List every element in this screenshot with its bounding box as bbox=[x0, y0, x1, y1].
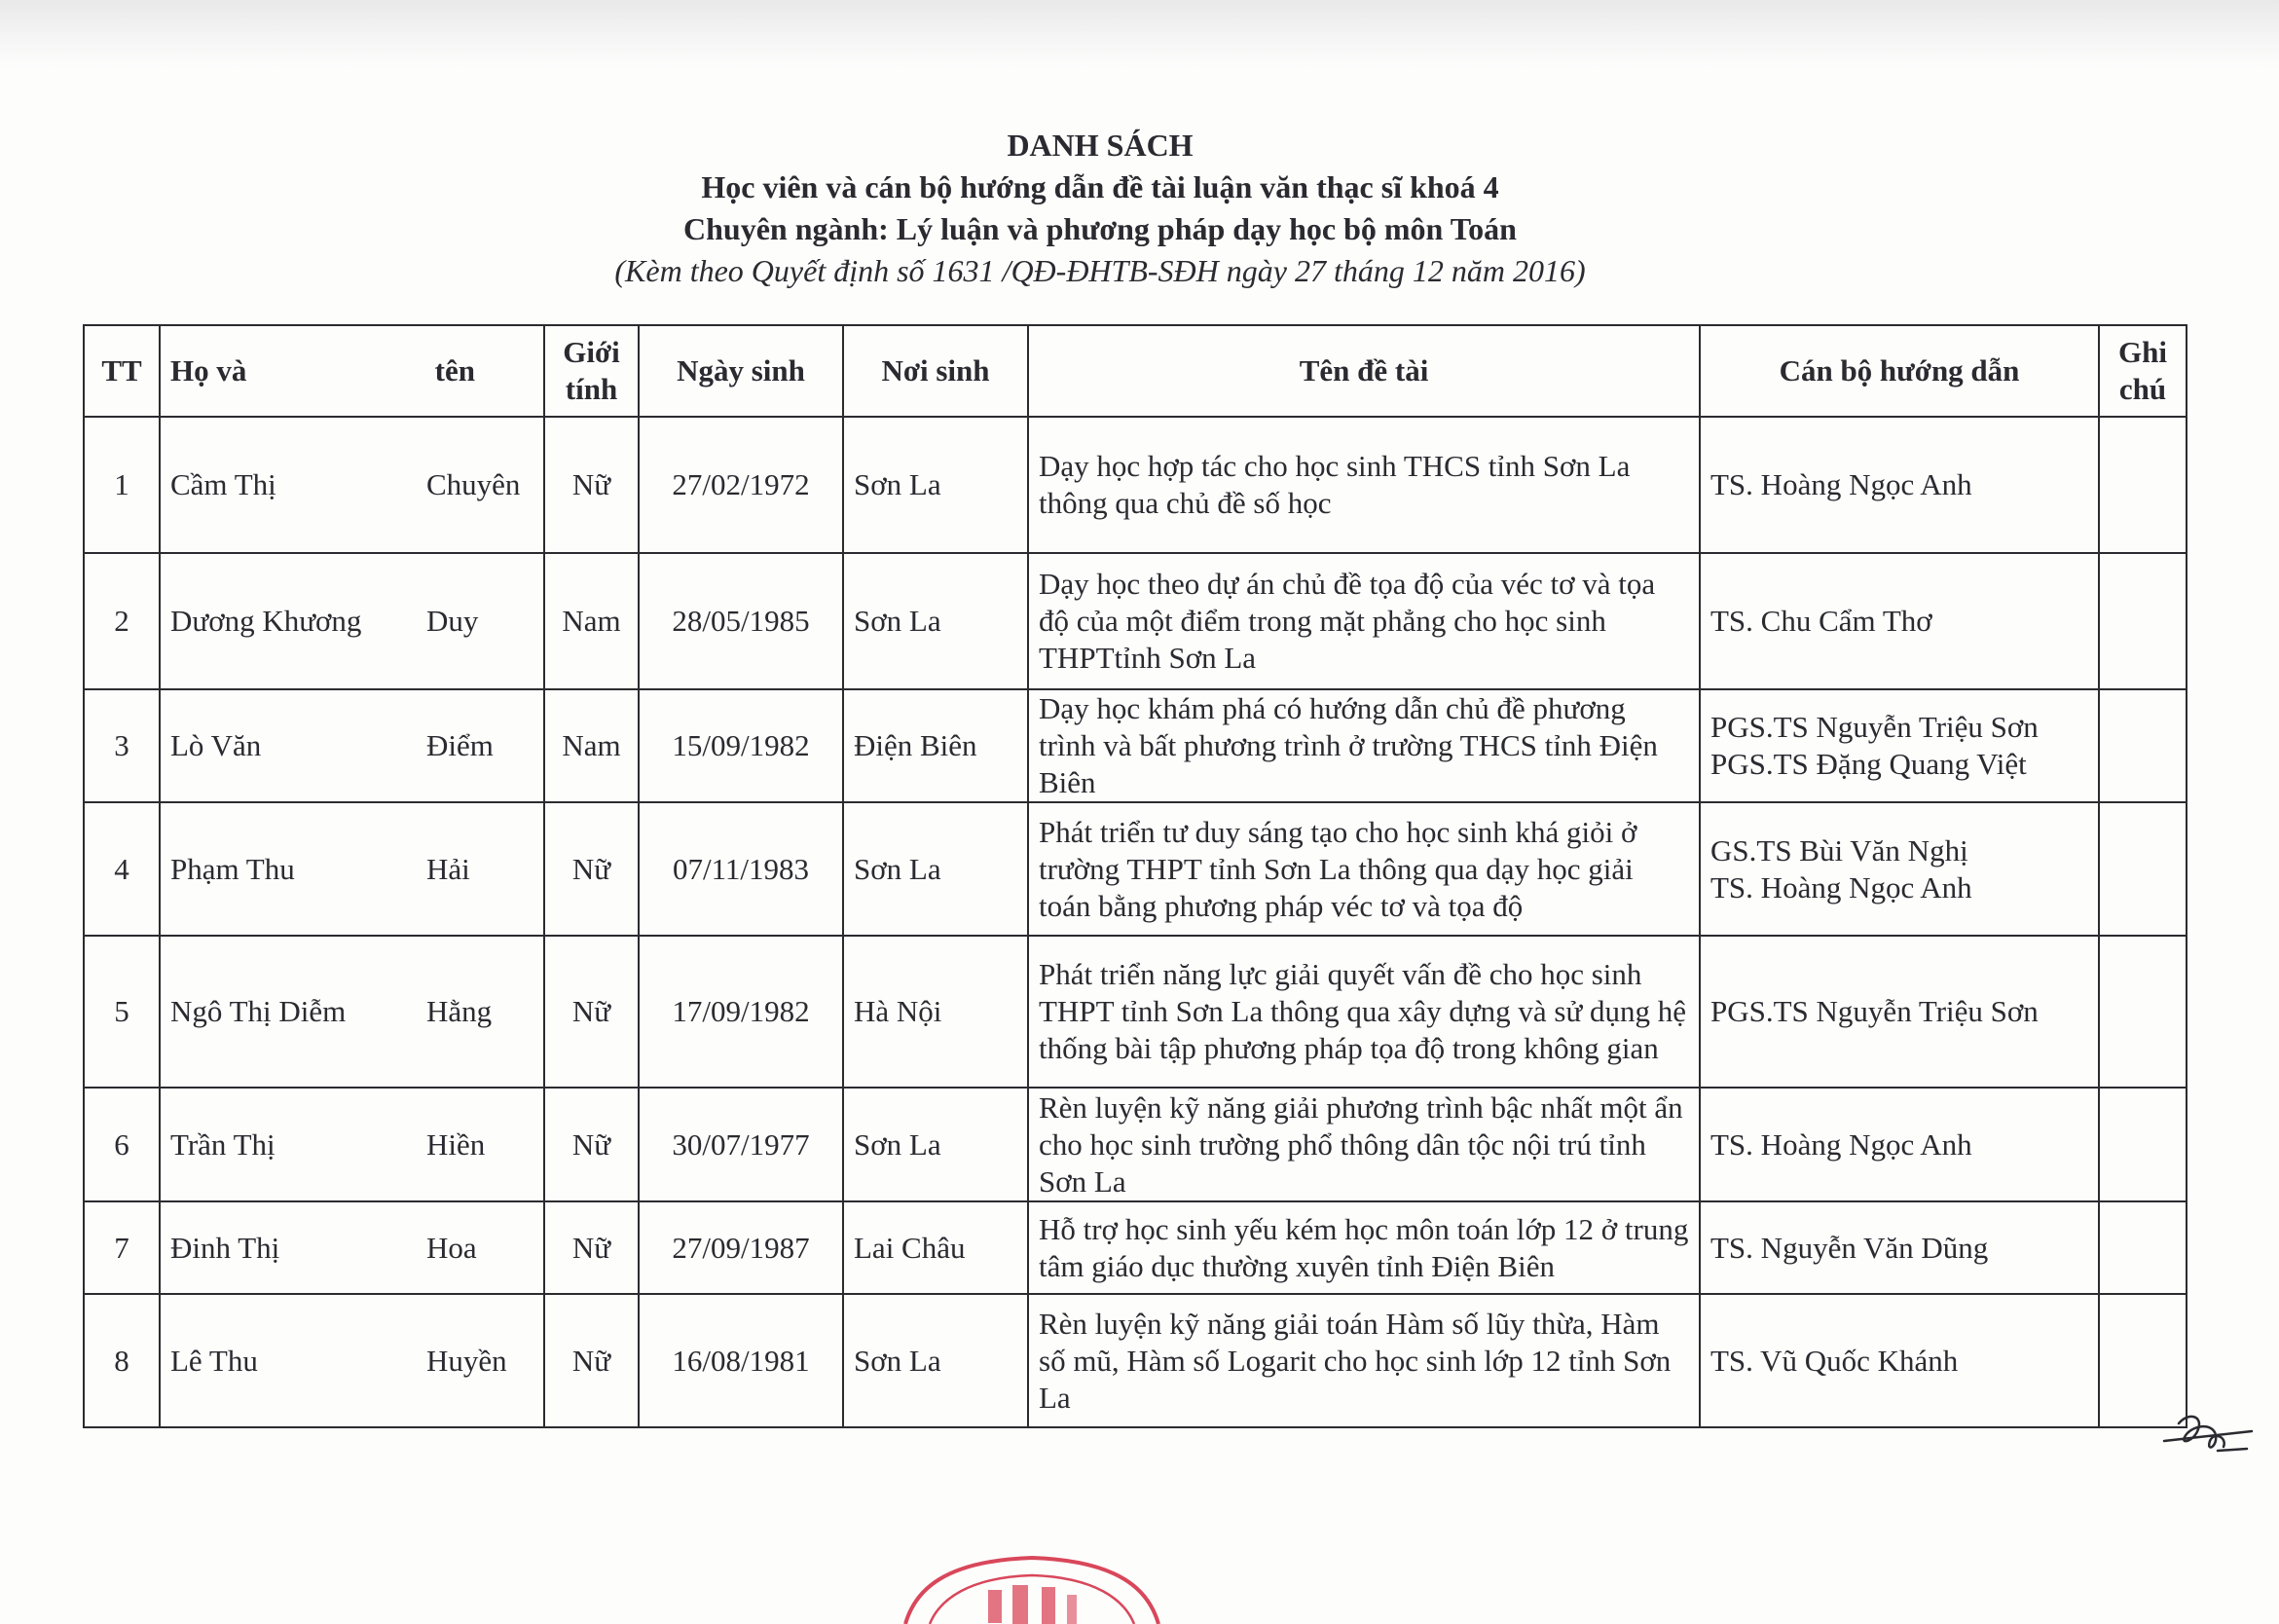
cell-given-name: Duy bbox=[426, 604, 479, 638]
cell-birth-place: Hà Nội bbox=[843, 936, 1028, 1088]
cell-full-name bbox=[160, 417, 544, 553]
supervisor-name: TS. Hoàng Ngọc Anh bbox=[1710, 869, 1972, 904]
cell-tt: 6 bbox=[84, 1088, 160, 1201]
header-gender: Giới tính bbox=[544, 325, 639, 417]
cell-gender: Nam bbox=[544, 689, 639, 802]
scan-edge-shadow bbox=[0, 0, 2279, 68]
cell-supervisor bbox=[1700, 689, 2099, 802]
supervisor-name: TS. Nguyễn Văn Dũng bbox=[1710, 1230, 1989, 1265]
cell-tt: 2 bbox=[84, 553, 160, 689]
cell-tt: 1 bbox=[84, 417, 160, 553]
cell-gender: Nữ bbox=[544, 417, 639, 553]
cell-birth-place: Sơn La bbox=[843, 1294, 1028, 1427]
cell-gender: Nữ bbox=[544, 1294, 639, 1427]
supervisor-name: PGS.TS Nguyễn Triệu Sơn bbox=[1710, 994, 2039, 1028]
cell-tt: 3 bbox=[84, 689, 160, 802]
cell-thesis-topic: Dạy học theo dự án chủ đề tọa độ của véc tơ và tọa độ của một điểm trong mặt phẳng cho học sinh THPTtỉnh Sơn La bbox=[1028, 553, 1700, 689]
cell-note bbox=[2099, 553, 2187, 689]
table-row bbox=[84, 417, 2187, 553]
cell-full-name bbox=[160, 689, 544, 802]
header-ho-va: Họ và bbox=[170, 353, 247, 388]
table-header-row bbox=[84, 325, 2187, 417]
cell-full-name bbox=[160, 1088, 544, 1201]
cell-birth-date: 27/02/1972 bbox=[639, 417, 843, 553]
cell-supervisor bbox=[1700, 553, 2099, 689]
cell-birth-place: Điện Biên bbox=[843, 689, 1028, 802]
cell-full-name bbox=[160, 1294, 544, 1427]
cell-gender: Nữ bbox=[544, 802, 639, 936]
cell-family-name: Dương Khương bbox=[170, 604, 362, 638]
decision-reference: (Kèm theo Quyết định số 1631 /QĐ-ĐHTB-SĐH ngày 27 tháng 12 năm 2016) bbox=[614, 253, 1586, 288]
cell-given-name: Huyền bbox=[426, 1343, 507, 1378]
cell-thesis-topic: Phát triển tư duy sáng tạo cho học sinh khá giỏi ở trường THPT tỉnh Sơn La thông qua dạy học giải toán bằng phương pháp véc tơ và tọa độ bbox=[1028, 802, 1700, 936]
cell-birth-date: 27/09/1987 bbox=[639, 1201, 843, 1294]
cell-birth-date: 17/09/1982 bbox=[639, 936, 843, 1088]
cell-family-name: Phạm Thu bbox=[170, 851, 295, 886]
supervisor-name: GS.TS Bùi Văn Nghị bbox=[1710, 832, 1968, 867]
handwritten-signature bbox=[2159, 1402, 2257, 1480]
cell-tt: 8 bbox=[84, 1294, 160, 1427]
cell-full-name bbox=[160, 1201, 544, 1294]
cell-supervisor bbox=[1700, 417, 2099, 553]
cell-birth-date: 15/09/1982 bbox=[639, 689, 843, 802]
cell-family-name: Lò Văn bbox=[170, 728, 262, 762]
cell-birth-place: Lai Châu bbox=[843, 1201, 1028, 1294]
cell-given-name: Chuyên bbox=[426, 467, 521, 501]
cell-thesis-topic: Phát triển năng lực giải quyết vấn đề cho học sinh THPT tỉnh Sơn La thông qua xây dựng và sử dụng hệ thống bài tập phương pháp tọa độ trong không gian bbox=[1028, 936, 1700, 1088]
document-subtitle-students: Học viên và cán bộ hướng dẫn đề tài luận văn thạc sĩ khoá 4 bbox=[701, 169, 1499, 204]
supervisor-name: TS. Hoàng Ngọc Anh bbox=[1710, 1126, 1972, 1162]
cell-birth-date: 28/05/1985 bbox=[639, 553, 843, 689]
cell-supervisor bbox=[1700, 802, 2099, 936]
supervisor-name: TS. Vũ Quốc Khánh bbox=[1710, 1343, 1959, 1378]
document-subtitle-major: Chuyên ngành: Lý luận và phương pháp dạy học bộ môn Toán bbox=[683, 211, 1517, 246]
cell-full-name bbox=[160, 802, 544, 936]
header-birth-place: Nơi sinh bbox=[843, 325, 1028, 417]
cell-note bbox=[2099, 1201, 2187, 1294]
table-body bbox=[84, 417, 2187, 1427]
cell-given-name: Hoa bbox=[426, 1230, 477, 1265]
cell-birth-place: Sơn La bbox=[843, 802, 1028, 936]
cell-family-name: Cầm Thị bbox=[170, 467, 276, 501]
cell-gender: Nữ bbox=[544, 1201, 639, 1294]
header-note: Ghi chú bbox=[2099, 325, 2187, 417]
cell-gender: Nam bbox=[544, 553, 639, 689]
cell-note bbox=[2099, 689, 2187, 802]
table-row bbox=[84, 689, 2187, 802]
supervisor-name: PGS.TS Đặng Quang Việt bbox=[1710, 747, 2027, 781]
table-row bbox=[84, 1088, 2187, 1201]
official-stamp-partial bbox=[886, 1556, 1178, 1624]
cell-given-name: Hiền bbox=[426, 1126, 486, 1162]
cell-birth-place: Sơn La bbox=[843, 1088, 1028, 1201]
cell-given-name: Hằng bbox=[426, 994, 493, 1028]
cell-note bbox=[2099, 936, 2187, 1088]
cell-gender: Nữ bbox=[544, 936, 639, 1088]
cell-birth-place: Sơn La bbox=[843, 553, 1028, 689]
header-tt: TT bbox=[84, 325, 160, 417]
cell-thesis-topic: Dạy học hợp tác cho học sinh THCS tỉnh Sơn La thông qua chủ đề số học bbox=[1028, 417, 1700, 553]
cell-thesis-topic: Rèn luyện kỹ năng giải phương trình bậc nhất một ẩn cho học sinh trường phổ thông dân tộc nội trú tỉnh Sơn La bbox=[1028, 1088, 1700, 1201]
table-row bbox=[84, 936, 2187, 1088]
cell-gender: Nữ bbox=[544, 1088, 639, 1201]
cell-note bbox=[2099, 417, 2187, 553]
supervisor-name: TS. Chu Cẩm Thơ bbox=[1710, 604, 1932, 638]
cell-full-name bbox=[160, 553, 544, 689]
cell-family-name: Đinh Thị bbox=[170, 1230, 280, 1265]
cell-birth-date: 16/08/1981 bbox=[639, 1294, 843, 1427]
cell-note bbox=[2099, 1088, 2187, 1201]
document-header bbox=[0, 125, 2200, 292]
cell-full-name bbox=[160, 936, 544, 1088]
supervisor-name: PGS.TS Nguyễn Triệu Sơn bbox=[1710, 710, 2039, 744]
cell-supervisor bbox=[1700, 936, 2099, 1088]
header-full-name bbox=[160, 325, 544, 417]
cell-tt: 5 bbox=[84, 936, 160, 1088]
student-list-table bbox=[83, 324, 2187, 1428]
cell-supervisor bbox=[1700, 1088, 2099, 1201]
cell-thesis-topic: Hỗ trợ học sinh yếu kém học môn toán lớp 12 ở trung tâm giáo dục thường xuyên tỉnh Điện Biên bbox=[1028, 1201, 1700, 1294]
cell-tt: 4 bbox=[84, 802, 160, 936]
cell-family-name: Lê Thu bbox=[170, 1343, 258, 1378]
table-row bbox=[84, 553, 2187, 689]
header-ten: tên bbox=[434, 353, 475, 388]
header-birth-date: Ngày sinh bbox=[639, 325, 843, 417]
cell-birth-place: Sơn La bbox=[843, 417, 1028, 553]
cell-family-name: Trần Thị bbox=[170, 1126, 276, 1162]
table-row bbox=[84, 1201, 2187, 1294]
cell-supervisor bbox=[1700, 1201, 2099, 1294]
cell-birth-date: 07/11/1983 bbox=[639, 802, 843, 936]
document-title: DANH SÁCH bbox=[1007, 128, 1194, 163]
cell-note bbox=[2099, 802, 2187, 936]
cell-supervisor bbox=[1700, 1294, 2099, 1427]
cell-birth-date: 30/07/1977 bbox=[639, 1088, 843, 1201]
cell-given-name: Hải bbox=[426, 851, 470, 886]
cell-family-name: Ngô Thị Diễm bbox=[170, 994, 347, 1028]
header-supervisor: Cán bộ hướng dẫn bbox=[1700, 325, 2099, 417]
cell-tt: 7 bbox=[84, 1201, 160, 1294]
header-thesis-topic: Tên đề tài bbox=[1028, 325, 1700, 417]
table-row bbox=[84, 1294, 2187, 1427]
cell-thesis-topic: Rèn luyện kỹ năng giải toán Hàm số lũy thừa, Hàm số mũ, Hàm số Logarit cho học sinh lớp 12 tỉnh Sơn La bbox=[1028, 1294, 1700, 1427]
cell-thesis-topic: Dạy học khám phá có hướng dẫn chủ đề phương trình và bất phương trình ở trường THCS tỉnh Điện Biên bbox=[1028, 689, 1700, 802]
table-row bbox=[84, 802, 2187, 936]
supervisor-name: TS. Hoàng Ngọc Anh bbox=[1710, 467, 1972, 501]
cell-given-name: Điểm bbox=[426, 728, 494, 762]
